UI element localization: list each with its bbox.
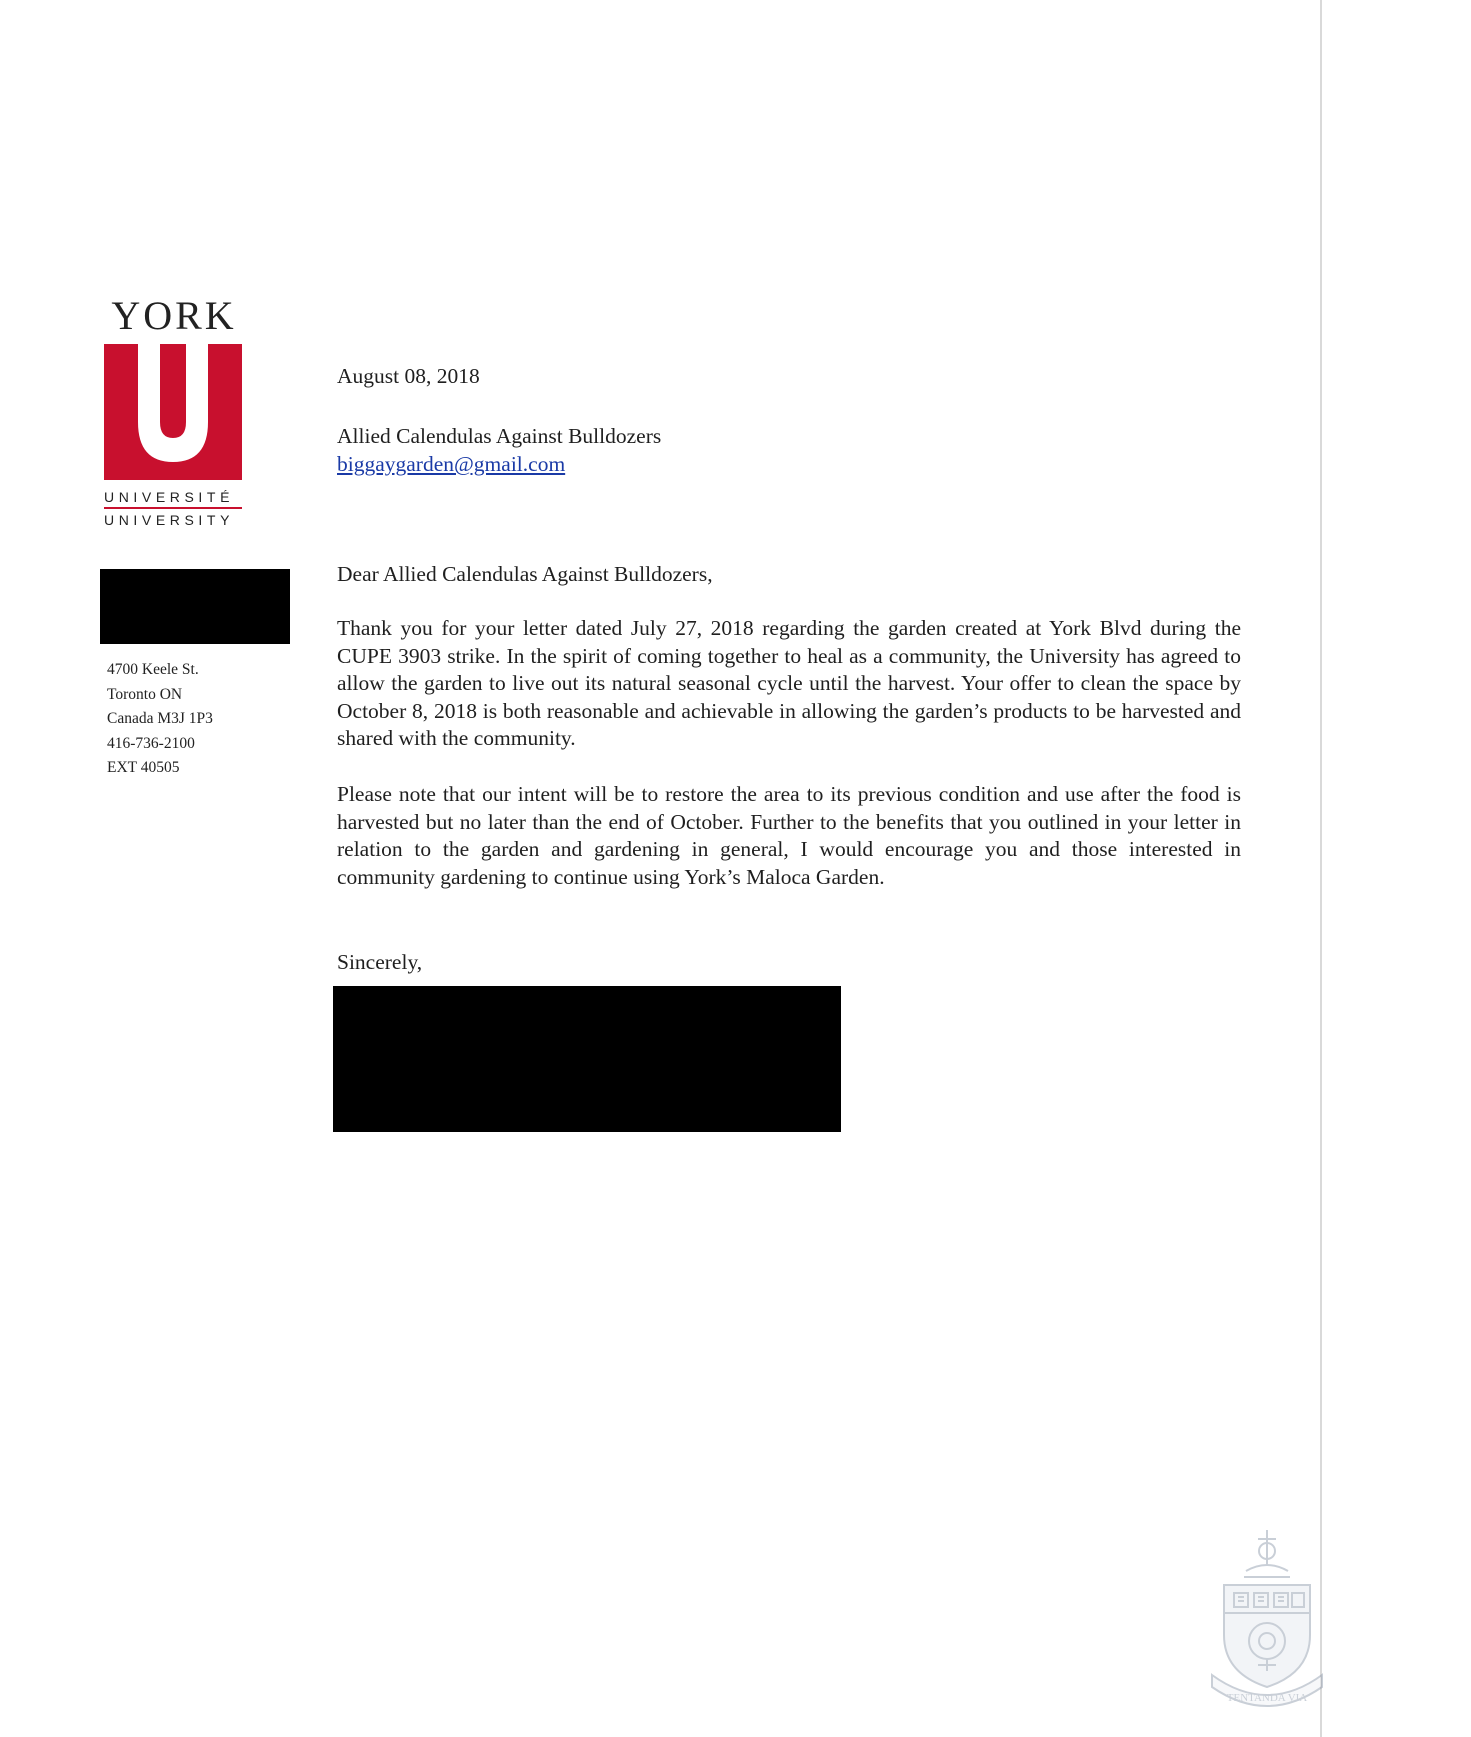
letter-date: August 08, 2018 <box>337 364 480 388</box>
recipient-email-link[interactable]: biggaygarden@gmail.com <box>337 452 566 476</box>
university-crest-icon <box>1208 1525 1326 1715</box>
page-margin <box>1322 0 1471 1737</box>
salutation: Dear Allied Calendulas Against Bulldozers, <box>337 562 713 586</box>
logo-divider <box>104 507 242 509</box>
closing: Sincerely, <box>337 950 423 974</box>
address-line: Toronto ON <box>107 685 183 703</box>
address-line: 4700 Keele St. <box>107 661 199 678</box>
redacted-signature <box>333 986 841 1132</box>
recipient-block <box>337 422 661 478</box>
logo-wordmark: YORK <box>111 293 237 338</box>
crest-motto: TENTANDA VIA <box>1226 1692 1308 1704</box>
address-phone: 416-736-2100 <box>107 734 195 752</box>
redacted-sender-block <box>100 569 290 644</box>
york-u-icon <box>104 344 242 480</box>
paragraph-2: Please note that our intent will be to restore the area to its previous condition and use after the food is harvested but no later than the end of October. Further to the benefits that you outlined in your letter in relation to the garden and gardening in general, I would encourage you and those interested in community gardening to continue using York’s Maloca Garden. <box>337 782 1241 889</box>
logo-university: UNIVERSITY <box>104 512 235 528</box>
logo-universite: UNIVERSITÉ <box>104 489 235 505</box>
york-university-logo <box>104 293 246 528</box>
paragraph-1: Thank you for your letter dated July 27, 2018 regarding the garden created at York Blvd during the CUPE 3903 strike. In the spirit of coming together to heal as a community, the University has agreed to allow the garden to live out its natural seasonal cycle until the harvest. Your offer to clean the space by October 8, 2018 is both reasonable and achievable in allowing the garden’s products to be harvested and shared with the community. <box>337 616 1241 750</box>
sender-address <box>107 658 213 781</box>
address-extension: EXT 40505 <box>107 759 180 776</box>
address-line: Canada M3J 1P3 <box>107 710 213 727</box>
recipient-name: Allied Calendulas Against Bulldozers <box>337 424 662 448</box>
